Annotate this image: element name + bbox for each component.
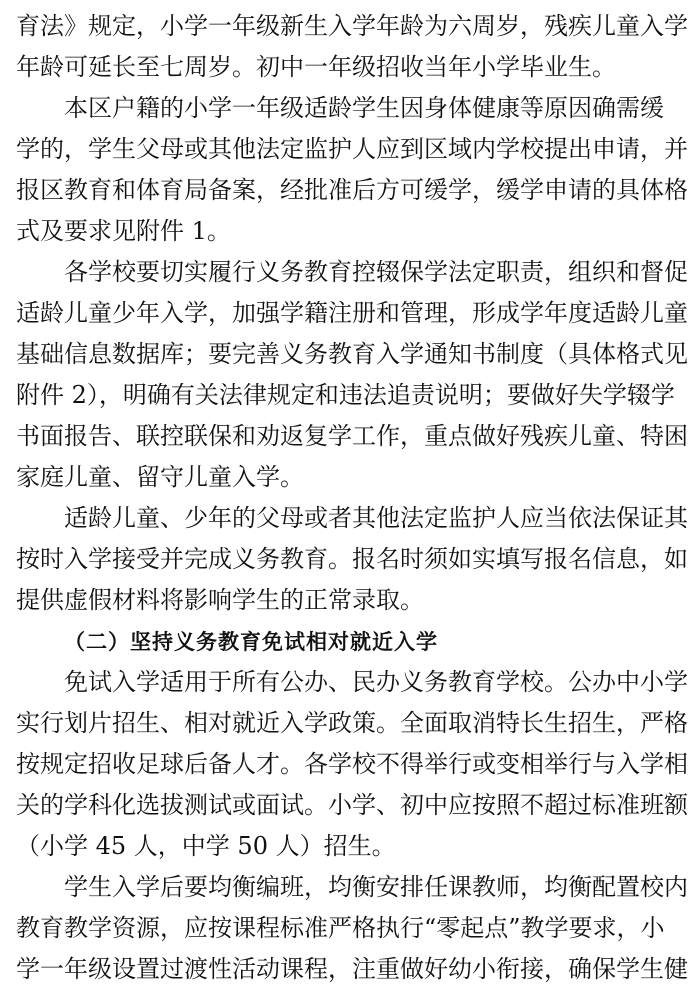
text-line: 式及要求见附件 1。 bbox=[16, 217, 231, 245]
text-line: 按规定招收足球后备人才。各学校不得举行或变相举行与入学相 bbox=[16, 750, 688, 778]
text-line: 年龄可延长至七周岁。初中一年级招收当年小学毕业生。 bbox=[16, 53, 616, 81]
text-line: 按时入学接受并完成义务教育。报名时须如实填写报名信息，如 bbox=[16, 545, 688, 573]
text-line: 免试入学适用于所有公办、民办义务教育学校。公办中小学 bbox=[64, 668, 688, 696]
text-line: 教育教学资源，应按课程标准严格执行“零起点”教学要求，小 bbox=[16, 914, 665, 942]
text-line: 各学校要切实履行义务教育控辍保学法定职责，组织和督促 bbox=[64, 258, 688, 286]
text-line: 基础信息数据库；要完善义务教育入学通知书制度（具体格式见 bbox=[16, 340, 688, 368]
text-line: 家庭儿童、留守儿童入学。 bbox=[16, 463, 304, 491]
text-line: 提供虚假材料将影响学生的正常录取。 bbox=[16, 586, 424, 614]
text-line: 学生入学后要均衡编班，均衡安排任课教师，均衡配置校内 bbox=[64, 873, 688, 901]
text-line: 关的学科化选拔测试或面试。小学、初中应按照不超过标准班额 bbox=[16, 791, 688, 819]
text-line: 附件 2），明确有关法律规定和违法追责说明；要做好失学辍学 bbox=[16, 381, 675, 409]
section-heading: （二）坚持义务教育免试相对就近入学 bbox=[64, 629, 438, 654]
text-line: 适龄儿童、少年的父母或者其他法定监护人应当依法保证其 bbox=[64, 504, 688, 532]
text-line: 学的，学生父母或其他法定监护人应到区域内学校提出申请，并 bbox=[16, 135, 688, 163]
text-line: 实行划片招生、相对就近入学政策。全面取消特长生招生，严格 bbox=[16, 709, 688, 737]
text-line: 报区教育和体育局备案，经批准后方可缓学，缓学申请的具体格 bbox=[16, 176, 688, 204]
text-line: （小学 45 人，中学 50 人）招生。 bbox=[16, 832, 396, 860]
text-line: 适龄儿童少年入学，加强学籍注册和管理，形成学年度适龄儿童 bbox=[16, 299, 688, 327]
text-line: 学一年级设置过渡性活动课程，注重做好幼小衔接，确保学生健 bbox=[16, 955, 688, 983]
text-line: 书面报告、联控联保和劝返复学工作，重点做好残疾儿童、特困 bbox=[16, 422, 688, 450]
text-line: 本区户籍的小学一年级适龄学生因身体健康等原因确需缓 bbox=[64, 94, 664, 122]
text-line: 育法》规定，小学一年级新生入学年龄为六周岁，残疾儿童入学 bbox=[16, 12, 688, 40]
